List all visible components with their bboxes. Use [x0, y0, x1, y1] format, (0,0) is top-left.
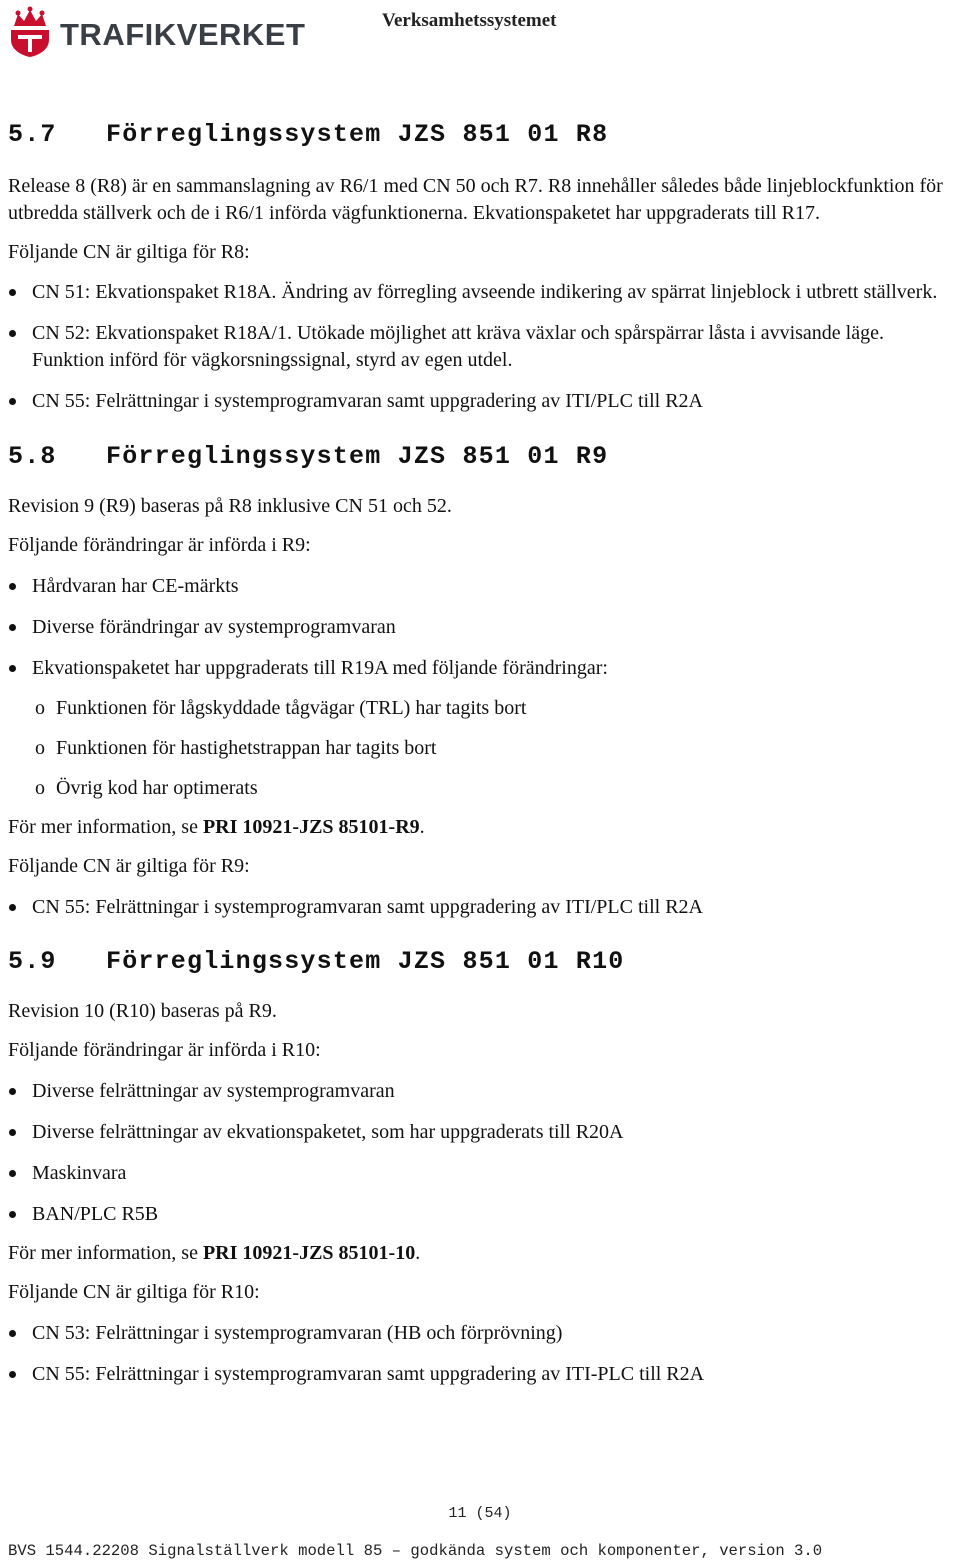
paragraph: Följande förändringar är införda i R10: — [8, 1039, 321, 1061]
section-heading-5-8 — [8, 442, 953, 471]
sub-list-item — [8, 775, 953, 802]
sub-item-text: Funktionen för hastighetstrappan har tagits bort — [56, 737, 437, 759]
bullet-list — [8, 894, 953, 921]
section-number: 5.7 — [8, 120, 57, 149]
header-title: Verksamhetssystemet — [382, 10, 557, 31]
bullet-list — [8, 1078, 953, 1228]
section-number: 5.8 — [8, 442, 57, 471]
section-heading-5-9 — [8, 947, 953, 976]
section-heading-5-7 — [8, 120, 953, 149]
paragraph: Följande CN är giltiga för R9: — [8, 855, 250, 877]
brand-name: TRAFIKVERKET — [60, 17, 306, 52]
sub-bullet-marker: o — [35, 697, 45, 719]
info-reference — [8, 1240, 953, 1267]
brand-logo — [8, 6, 305, 58]
sub-list-item — [8, 735, 953, 762]
page-header — [0, 0, 960, 70]
info-text: . — [419, 816, 425, 838]
document-footer: BVS 1544.22208 Signalställverk modell 85 – godkända system och komponenter, version 3.0 — [8, 1542, 823, 1560]
paragraph: Följande CN är giltiga för R10: — [8, 1281, 260, 1303]
list-item: Maskinvara — [8, 1160, 953, 1187]
paragraph: Följande förändringar är införda i R9: — [8, 534, 311, 556]
paragraph: Följande CN är giltiga för R8: — [8, 241, 250, 263]
info-text: . — [415, 1242, 421, 1264]
sub-item-text: Övrig kod har optimerats — [56, 777, 258, 799]
document-reference: PRI 10921-JZS 85101-10 — [202, 1242, 416, 1264]
list-item: CN 55: Felrättningar i systemprogramvaran samt uppgradering av ITI/PLC till R2A — [8, 894, 953, 921]
trafikverket-crown-logo-icon — [8, 6, 52, 58]
document-body — [8, 120, 953, 1388]
list-item: CN 52: Ekvationspaket R18A/1. Utökade möjlighet att kräva växlar och spårspärrar låsta i avvisande läge. Funktion införd för vägkorsningssignal, styrd av egen utdel. — [8, 320, 953, 374]
sub-item-text: Funktionen för lågskyddade tågvägar (TRL) har tagits bort — [56, 697, 527, 719]
paragraph: Revision 9 (R9) baseras på R8 inklusive CN 51 och 52. — [8, 495, 452, 517]
section-title: Förreglingssystem JZS 851 01 R10 — [106, 947, 625, 976]
bullet-list — [8, 279, 953, 415]
bullet-list — [8, 573, 953, 802]
bullet-list — [8, 1320, 953, 1388]
list-item: BAN/PLC R5B — [8, 1201, 953, 1228]
page-number: 11 (54) — [448, 1505, 512, 1522]
sub-list-item — [8, 695, 953, 722]
section-title: Förreglingssystem JZS 851 01 R8 — [106, 120, 609, 149]
sub-bullet-marker: o — [35, 737, 45, 759]
list-item: CN 53: Felrättningar i systemprogramvaran (HB och förprövning) — [8, 1320, 953, 1347]
section-number: 5.9 — [8, 947, 57, 976]
list-item: CN 55: Felrättningar i systemprogramvaran samt uppgradering av ITI/PLC till R2A — [8, 388, 953, 415]
info-text: För mer information, se — [8, 816, 203, 838]
paragraph: Release 8 (R8) är en sammanslagning av R6/1 med CN 50 och R7. R8 innehåller således både linjeblockfunktion för utbredda ställverk och de i R6/1 införda vägfunktionerna. Ekvationspaketet har uppgraderats till R17. — [8, 175, 943, 224]
section-title: Förreglingssystem JZS 851 01 R9 — [106, 442, 609, 471]
list-item: Diverse felrättningar av systemprogramvaran — [8, 1078, 953, 1105]
document-reference: PRI 10921-JZS 85101-R9 — [202, 816, 420, 838]
info-text: För mer information, se — [8, 1242, 203, 1264]
list-item: Hårdvaran har CE-märkts — [8, 573, 953, 600]
list-item: Diverse felrättningar av ekvationspaketet, som har uppgraderats till R20A — [8, 1119, 953, 1146]
list-item: CN 51: Ekvationspaket R18A. Ändring av förregling avseende indikering av spärrat linjeblock i utbrett ställverk. — [8, 279, 953, 306]
list-item: Ekvationspaketet har uppgraderats till R19A med följande förändringar: — [8, 655, 953, 682]
paragraph: Revision 10 (R10) baseras på R9. — [8, 1000, 277, 1022]
sub-bullet-marker: o — [35, 777, 45, 799]
list-item: CN 55: Felrättningar i systemprogramvaran samt uppgradering av ITI-PLC till R2A — [8, 1361, 953, 1388]
list-item: Diverse förändringar av systemprogramvaran — [8, 614, 953, 641]
info-reference — [8, 814, 953, 841]
